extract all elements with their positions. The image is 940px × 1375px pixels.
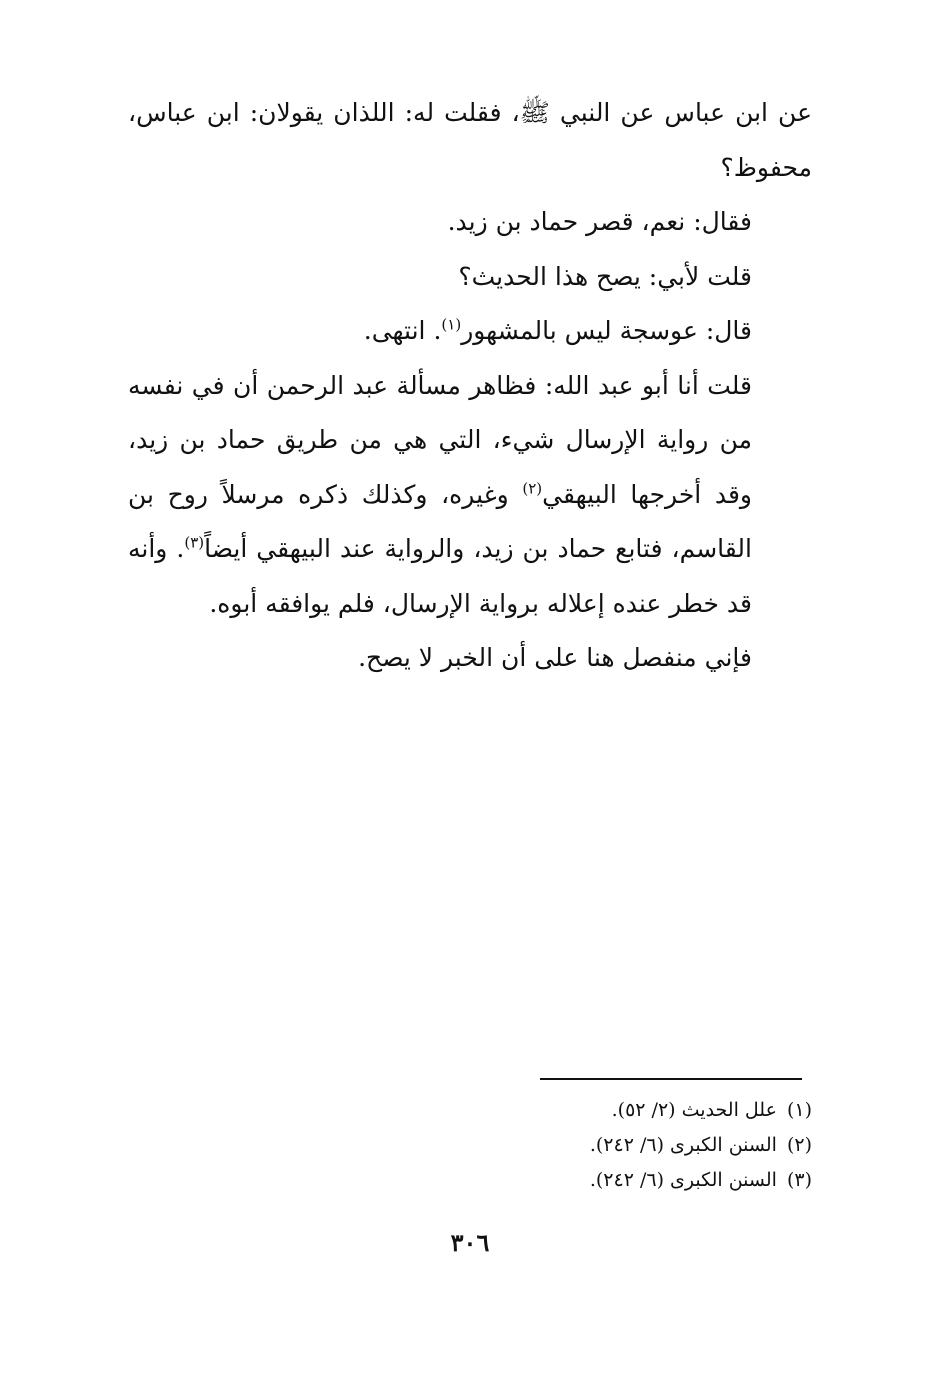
footnote-2: (٢)السنن الكبرى (٦/ ٢٤٢). [589, 1134, 812, 1156]
paragraph-1: عن ابن عباس عن النبي ﷺ، فقلت له: اللذان يقولان: ابن عباس، محفوظ؟ [128, 98, 812, 182]
footnote-marker-2: (٢) [522, 479, 543, 498]
footnotes [412, 1093, 812, 1198]
footnote-3: (٣)السنن الكبرى (٦/ ٢٤٢). [589, 1169, 812, 1191]
main-text [128, 86, 812, 686]
footnote-marker-3: (٣) [184, 533, 205, 552]
paragraph-4: قال: عوسجة ليس بالمشهور$^{(١)}$. انتهى. [363, 315, 752, 345]
page-number: ٣٠٦ [450, 1228, 490, 1257]
paragraph-5: قلت أنا أبو عبد الله: فظاهر مسألة عبد الرحمن أن في نفسه من رواية الإرسال شيء، التي هي من طريق حماد بن زيد، وقد أخرجها البيهقي$^{(٢)}$ وغيره، وكذلك ذكره مرسلاً روح بن القاسم، فتابع حماد بن زيد، والرواية عند البيهقي أيضاً$^{(٣)}$. وأنه قد خطر عنده إعلاله برواية الإرسال، فلم يوافقه أبوه. [128, 370, 752, 618]
footnote-1: (١)علل الحديث (٢/ ٥٢). [611, 1099, 812, 1121]
paragraph-3: قلت لأبي: يصح هذا الحديث؟ [458, 261, 752, 291]
paragraph-6: فإني منفصل هنا على أن الخبر لا يصح. [358, 643, 752, 672]
footnote-divider [540, 1078, 802, 1080]
paragraph-2: فقال: نعم، قصر حماد بن زيد. [447, 207, 752, 236]
footnote-marker-1: (١) [441, 315, 462, 334]
